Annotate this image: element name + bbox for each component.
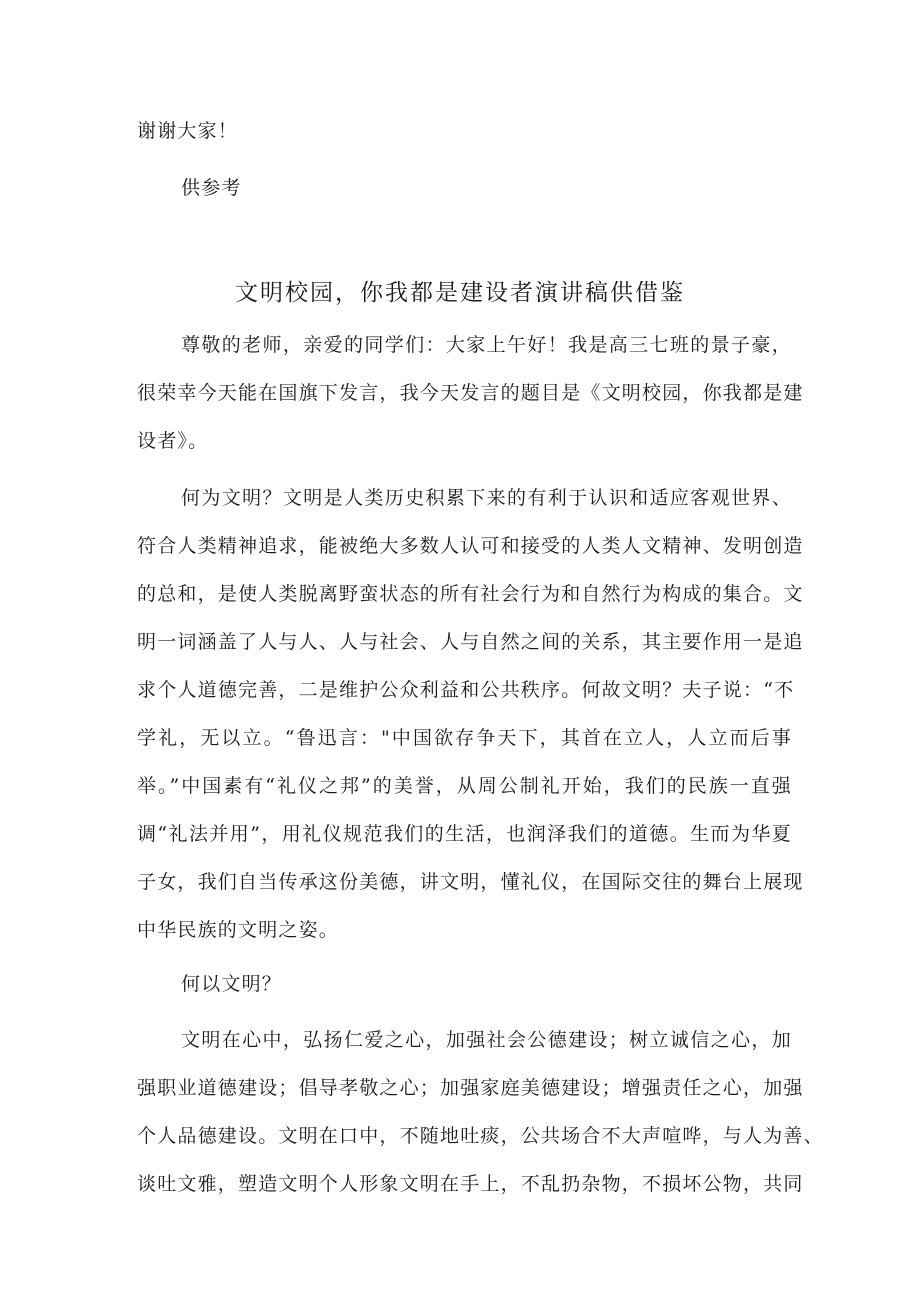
paragraph-line: 求个人道德完善，二是维护公众利益和公共秩序。何故文明？夫子说：“不 <box>137 679 795 701</box>
section-question: 何以文明？ <box>181 973 283 995</box>
paragraph-line: 强职业道德建设；倡导孝敬之心；加强家庭美德建设；增强责任之心，加强 <box>137 1077 804 1099</box>
paragraph-line: 设者》。 <box>137 430 209 452</box>
paragraph-line: 调“礼法并用”，用礼仪规范我们的生活，也润泽我们的道德。生而为华夏 <box>137 823 792 845</box>
paragraph-line: 的总和，是使人类脱离野蛮状态的所有社会行为和自然行为构成的集合。文 <box>137 583 804 605</box>
paragraph-line: 文明在心中，弘扬仁爱之心，加强社会公德建设；树立诚信之心，加 <box>181 1029 792 1051</box>
paragraph-line: 个人品德建设。文明在口中，不随地吐痰，公共场合不大声喧哗，与人为善、 <box>137 1125 824 1147</box>
paragraph-line: 谈吐文雅，塑造文明个人形象文明在手上，不乱扔杂物，不损坏公物，共同 <box>137 1173 804 1195</box>
paragraph-line: 学礼，无以立。“鲁迅言："中国欲存争天下，其首在立人，人立而后事 <box>137 727 792 749</box>
closing-reference-note: 供参考 <box>181 177 242 199</box>
paragraph-line: 中华民族的文明之姿。 <box>137 919 340 941</box>
closing-thanks: 谢谢大家！ <box>137 120 239 142</box>
paragraph-line: 子女，我们自当传承这份美德，讲文明，懂礼仪，在国际交往的舞台上展现 <box>137 871 804 893</box>
article-title: 文明校园，你我都是建设者演讲稿供借鉴 <box>235 280 685 306</box>
paragraph-line: 符合人类精神追求，能被绝大多数人认可和接受的人类人文精神、发明创造 <box>137 535 804 557</box>
paragraph-line: 很荣幸今天能在国旗下发言，我今天发言的题目是《文明校园，你我都是建 <box>137 382 804 404</box>
paragraph-line: 举。”中国素有“礼仪之邦”的美誉，从周公制礼开始，我们的民族一直强 <box>137 775 792 797</box>
paragraph-line: 尊敬的老师，亲爱的同学们：大家上午好！我是高三七班的景子豪， <box>181 334 792 356</box>
paragraph-line: 明一词涵盖了人与人、人与社会、人与自然之间的关系，其主要作用一是追 <box>137 631 804 653</box>
paragraph-line: 何为文明？文明是人类历史积累下来的有利于认识和适应客观世界、 <box>181 487 792 509</box>
